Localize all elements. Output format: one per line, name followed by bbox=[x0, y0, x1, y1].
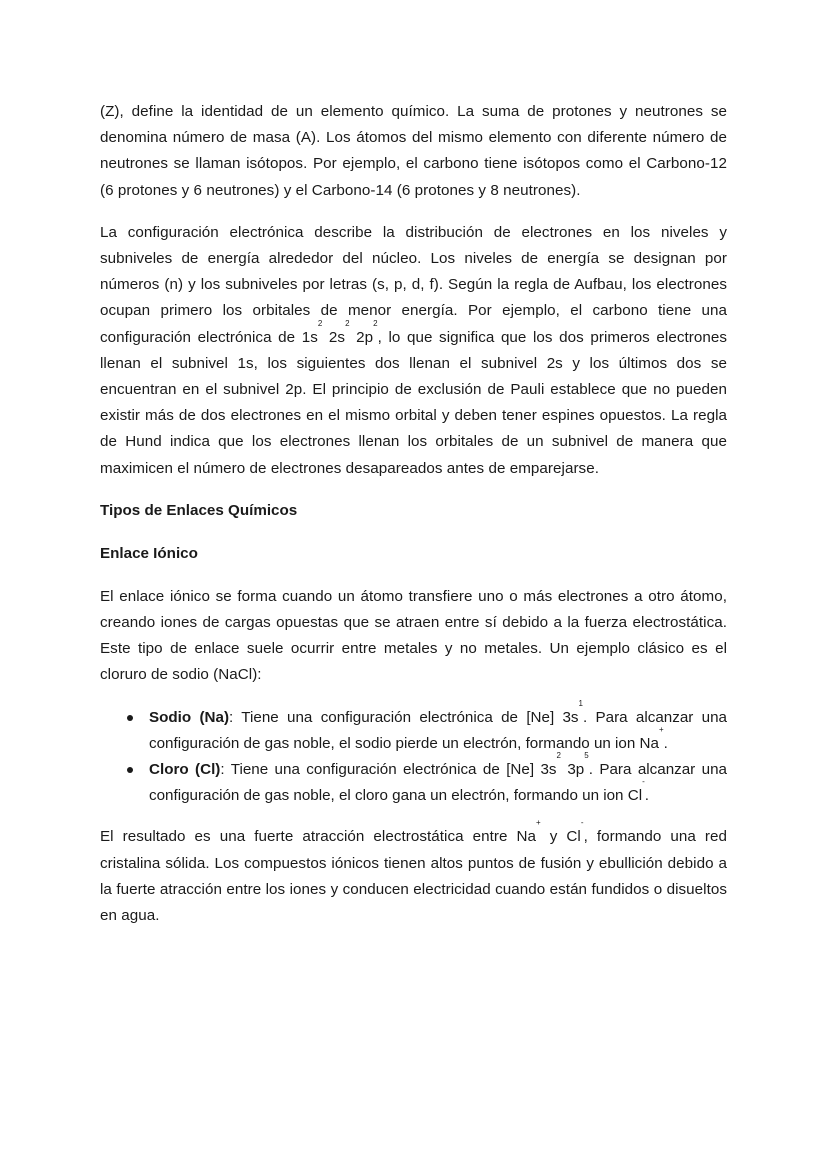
text-span: y Cl bbox=[540, 828, 581, 846]
list-item-chlorine bbox=[100, 751, 727, 809]
text-span: 2s bbox=[322, 328, 346, 346]
subsection-heading-ionic-bond: Enlace Iónico bbox=[100, 544, 198, 562]
text-span: . Para alcanzar una configuración de gas noble, el sodio pierde un electrón, formando un ion Na bbox=[149, 708, 727, 752]
bullet-icon bbox=[127, 767, 133, 773]
superscript: - bbox=[642, 777, 645, 787]
text-span: : Tiene una configuración electrónica de [Ne] 3s bbox=[220, 761, 557, 779]
superscript: 5 bbox=[584, 751, 589, 761]
superscript: 2 bbox=[556, 751, 561, 761]
text-span: . Para alcanzar una configuración de gas noble, el cloro gana un electrón, formando un ion Cl bbox=[149, 761, 727, 805]
text-span: : Tiene una configuración electrónica de [Ne] 3s bbox=[229, 708, 579, 726]
superscript: - bbox=[580, 818, 584, 828]
term-chlorine: Cloro (Cl) bbox=[149, 761, 221, 779]
text-span: La configuración electrónica describe la distribución de electrones en los niveles y subniveles de energía alrededor del núcleo. Los niveles de energía se designan por números (n) y los subniveles por letras (s, p, d, f). Según la regla de Aufbau, los electrones ocupan primero los orbitales de menor energía. Por ejemplo, el carbono tiene una configuración electrónica de 1s bbox=[100, 223, 727, 346]
text-span: , lo que significa que los dos primeros electrones llenan el subnivel 1s, los siguientes dos llenan el subnivel 2s y los últimos dos se encuentran en el subnivel 2p. El principio de exclusión de Pauli establece que no pueden existir más de dos electrones en el mismo orbital y deben tener espines opuestos. La regla de Hund indica que los electrones llenan los orbitales de un subnivel de manera que maximicen el número de electrones desapareados antes de emparejarse. bbox=[100, 328, 727, 477]
superscript: 1 bbox=[578, 698, 583, 708]
text-span: . bbox=[663, 734, 668, 752]
superscript: 2 bbox=[317, 318, 323, 328]
paragraph-ionic-bond: El enlace iónico se forma cuando un átomo transfiere uno o más electrones a otro átomo, creando iones de cargas opuestas que se atraen entre sí debido a la fuerza electrostática. Este tipo de enlace suele ocurrir entre metales y no metales. Un ejemplo clásico es el cloruro de sodio (NaCl): bbox=[100, 587, 727, 684]
document-page bbox=[100, 99, 727, 945]
term-sodium: Sodio (Na) bbox=[149, 708, 230, 726]
paragraph-result bbox=[100, 818, 728, 929]
text-span: 3p bbox=[560, 761, 585, 779]
bullet-list-nacl bbox=[100, 698, 727, 810]
superscript: + bbox=[658, 724, 664, 734]
text-span: , formando una red cristalina sólida. Los compuestos iónicos tienen altos puntos de fusión y ebullición debido a la fuerte atracción entre los iones y conducen electricidad cuando están fundidos o disueltos en agua. bbox=[100, 828, 728, 925]
paragraph-electron-configuration bbox=[100, 220, 727, 482]
bullet-icon bbox=[127, 715, 133, 721]
text-span: . bbox=[644, 787, 649, 805]
text-span: 2p bbox=[349, 328, 374, 346]
superscript: 2 bbox=[345, 318, 350, 328]
section-heading-chemical-bonds: Tipos de Enlaces Químicos bbox=[100, 501, 298, 519]
text-span: El resultado es una fuerte atracción electrostática entre Na bbox=[100, 828, 536, 846]
superscript: 2 bbox=[373, 318, 378, 328]
superscript: + bbox=[536, 818, 541, 828]
list-item-sodium bbox=[100, 698, 727, 757]
paragraph-atomic-number: (Z), define la identidad de un elemento químico. La suma de protones y neutrones se denomina número de masa (A). Los átomos del mismo elemento con diferente número de neutrones se llaman isótopos. Por ejemplo, el carbono tiene isótopos como el Carbono-12 (6 protones y 6 neutrones) y el Carbono-14 (6 protones y 8 neutrones). bbox=[100, 103, 727, 199]
